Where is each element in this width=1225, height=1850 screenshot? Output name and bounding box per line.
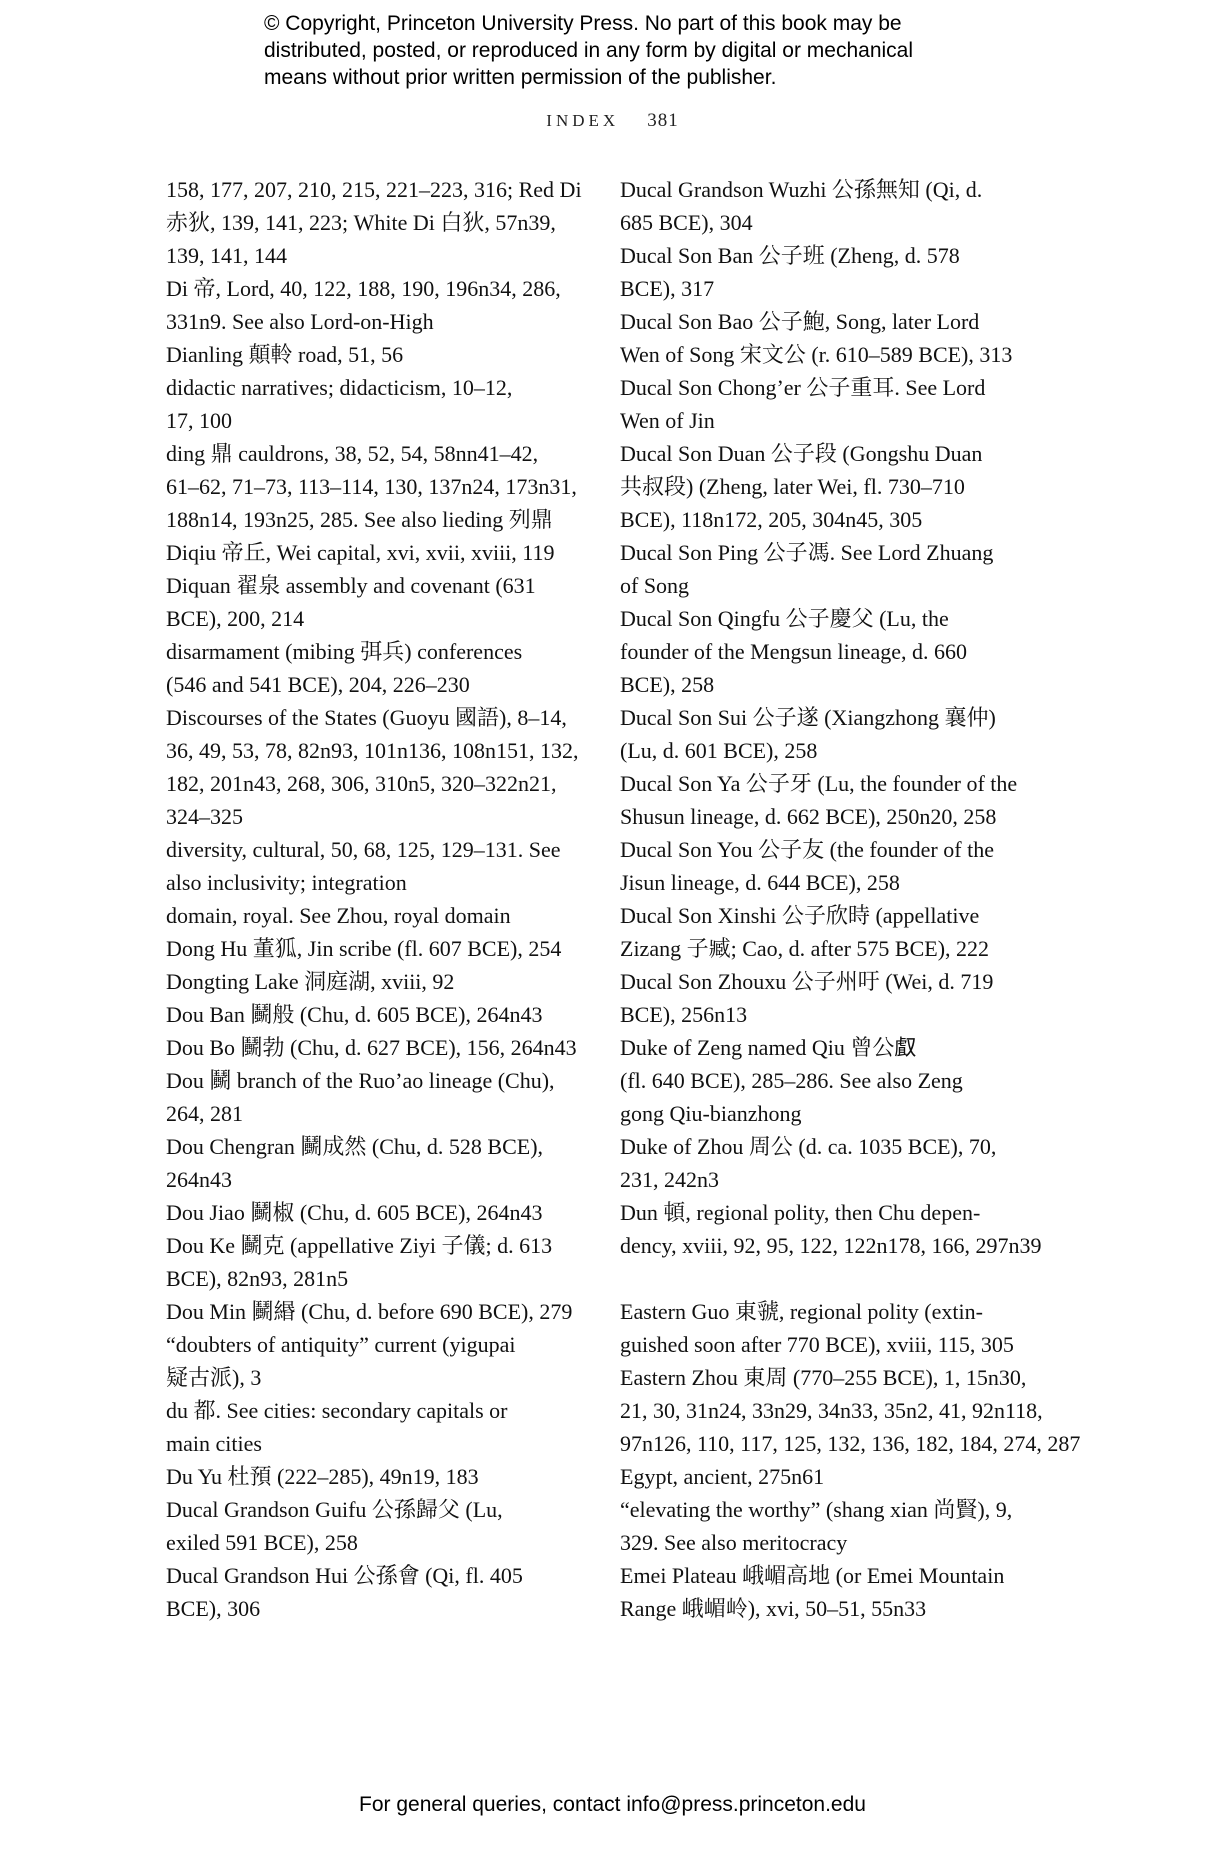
index-entry bbox=[620, 173, 1040, 239]
index-entry-line: Wen of Jin bbox=[620, 408, 715, 433]
index-entry bbox=[166, 569, 596, 635]
index-entry-line: Dou Ban 鬭般 (Chu, d. 605 BCE), 264n43 bbox=[166, 1002, 543, 1027]
index-entry-line: Jisun lineage, d. 644 BCE), 258 bbox=[620, 870, 900, 895]
index-entry-line: Di 帝, Lord, 40, 122, 188, 190, 196n34, 286, bbox=[166, 276, 561, 301]
index-entry-line: founder of the Mengsun lineage, d. 660 bbox=[620, 639, 968, 664]
index-entry bbox=[166, 635, 596, 701]
index-entry bbox=[620, 239, 1040, 305]
index-entry-line: Ducal Grandson Hui 公孫會 (Qi, fl. 405 bbox=[166, 1563, 523, 1588]
index-entry-line: du 都. See cities: secondary capitals or bbox=[166, 1398, 508, 1423]
index-entry-line: Diqiu 帝丘, Wei capital, xvi, xvii, xviii, 119 bbox=[166, 540, 555, 565]
index-entry-line: exiled 591 BCE), 258 bbox=[166, 1530, 358, 1555]
index-entry-line: (Lu, d. 601 BCE), 258 bbox=[620, 738, 818, 763]
index-entry-line: Dou Ke 鬭克 (appellative Ziyi 子儀; d. 613 bbox=[166, 1233, 553, 1258]
index-entry-line: BCE), 317 bbox=[620, 276, 715, 301]
index-entry-line: ding 鼎 cauldrons, 38, 52, 54, 58nn41–42, bbox=[166, 441, 539, 466]
index-entry bbox=[620, 899, 1040, 965]
index-entry-line: 97n126, 110, 117, 125, 132, 136, 182, 184, 274, 287 bbox=[620, 1431, 1081, 1456]
index-entry bbox=[620, 536, 1040, 602]
index-entry-line: Dou Chengran 鬭成然 (Chu, d. 528 BCE), bbox=[166, 1134, 544, 1159]
index-entry-line: (fl. 640 BCE), 285–286. See also Zeng bbox=[620, 1068, 963, 1093]
index-entry-line: Dong Hu 董狐, Jin scribe (fl. 607 BCE), 254 bbox=[166, 936, 562, 961]
index-entry-line: 158, 177, 207, 210, 215, 221–223, 316; Red Di bbox=[166, 177, 582, 202]
index-entry bbox=[166, 1493, 596, 1559]
index-entry bbox=[620, 437, 1040, 536]
index-entry bbox=[166, 1328, 596, 1394]
index-entry-line: Ducal Son Chong’er 公子重耳. See Lord bbox=[620, 375, 986, 400]
index-entry bbox=[166, 1130, 596, 1196]
index-entry-line: Dou Bo 鬭勃 (Chu, d. 627 BCE), 156, 264n43 bbox=[166, 1035, 577, 1060]
index-entry-line: 231, 242n3 bbox=[620, 1167, 719, 1192]
index-entry-line: gong Qiu-bianzhong bbox=[620, 1101, 802, 1126]
index-entry-line: BCE), 118n172, 205, 304n45, 305 bbox=[620, 507, 923, 532]
index-entry bbox=[166, 1460, 596, 1493]
index-entry bbox=[166, 536, 596, 569]
index-entry bbox=[166, 272, 596, 338]
index-entry bbox=[166, 1559, 596, 1625]
index-entry-line: Du Yu 杜預 (222–285), 49n19, 183 bbox=[166, 1464, 479, 1489]
index-entry bbox=[620, 371, 1040, 437]
index-entry-line: Duke of Zeng named Qiu 曾公𠭯 bbox=[620, 1035, 917, 1060]
index-entry-line: “doubters of antiquity” current (yigupai bbox=[166, 1332, 516, 1357]
index-entry-line: Ducal Grandson Wuzhi 公孫無知 (Qi, d. bbox=[620, 177, 983, 202]
index-entry bbox=[620, 1460, 1040, 1493]
index-entry-line: BCE), 258 bbox=[620, 672, 715, 697]
index-entry bbox=[620, 1295, 1040, 1361]
index-entry bbox=[166, 338, 596, 371]
index-entry-line: “elevating the worthy” (shang xian 尚賢), 9, bbox=[620, 1497, 1013, 1522]
page-number: 381 bbox=[647, 110, 679, 131]
index-entry-line: 139, 141, 144 bbox=[166, 243, 287, 268]
index-entry bbox=[620, 1493, 1040, 1559]
index-entry bbox=[620, 602, 1040, 701]
index-entry-line: Ducal Son Duan 公子段 (Gongshu Duan bbox=[620, 441, 983, 466]
index-entry-line: Diquan 翟泉 assembly and covenant (631 bbox=[166, 573, 536, 598]
index-entry-line: BCE), 306 bbox=[166, 1596, 261, 1621]
index-entry-line: Ducal Son Bao 公子鮑, Song, later Lord bbox=[620, 309, 980, 334]
index-entry-line: main cities bbox=[166, 1431, 262, 1456]
index-entry bbox=[166, 1196, 596, 1229]
index-entry-line: 324–325 bbox=[166, 804, 243, 829]
index-entry-line: Ducal Son Ya 公子牙 (Lu, the founder of the bbox=[620, 771, 1018, 796]
copyright-line: distributed, posted, or reproduced in any form by digital or mechanical bbox=[264, 39, 914, 62]
index-entry-line: Ducal Son Qingfu 公子慶父 (Lu, the bbox=[620, 606, 949, 631]
index-entry-line: Ducal Son Ping 公子馮. See Lord Zhuang bbox=[620, 540, 994, 565]
index-entry-line: Eastern Guo 東虢, regional polity (extin- bbox=[620, 1299, 983, 1324]
index-entry bbox=[620, 701, 1040, 767]
index-entry-line: Dou Min 鬭緡 (Chu, d. before 690 BCE), 279 bbox=[166, 1299, 573, 1324]
index-entry-line: Ducal Son Ban 公子班 (Zheng, d. 578 bbox=[620, 243, 960, 268]
index-entry-line: 329. See also meritocracy bbox=[620, 1530, 848, 1555]
index-entry bbox=[620, 965, 1040, 1031]
index-entry-line: Dou Jiao 鬭椒 (Chu, d. 605 BCE), 264n43 bbox=[166, 1200, 543, 1225]
index-entry bbox=[620, 1130, 1040, 1196]
index-entry-line: Shusun lineage, d. 662 BCE), 250n20, 258 bbox=[620, 804, 997, 829]
index-entry bbox=[166, 1394, 596, 1460]
index-entry-line: diversity, cultural, 50, 68, 125, 129–131. See bbox=[166, 837, 561, 862]
index-entry bbox=[620, 1031, 1040, 1130]
index-entry bbox=[166, 932, 596, 965]
index-entry-line: Ducal Son Sui 公子遂 (Xiangzhong 襄仲) bbox=[620, 705, 996, 730]
index-entry-line: guished soon after 770 BCE), xviii, 115, 305 bbox=[620, 1332, 1014, 1357]
index-entry-line: didactic narratives; didacticism, 10–12, bbox=[166, 375, 513, 400]
index-entry-line: 685 BCE), 304 bbox=[620, 210, 753, 235]
index-entry-line: 182, 201n43, 268, 306, 310n5, 320–322n21, bbox=[166, 771, 557, 796]
index-entry-line: also inclusivity; integration bbox=[166, 870, 407, 895]
index-entry bbox=[166, 371, 596, 437]
index-entry-line: 61–62, 71–73, 113–114, 130, 137n24, 173n31, bbox=[166, 474, 577, 499]
index-entry-line: 共叔段) (Zheng, later Wei, fl. 730–710 bbox=[620, 474, 965, 499]
index-column-right bbox=[620, 173, 1081, 1625]
index-entry-line: of Song bbox=[620, 573, 690, 598]
index-entry bbox=[166, 965, 596, 998]
index-entry-line: 疑古派), 3 bbox=[166, 1365, 262, 1390]
index-entry bbox=[620, 1361, 1081, 1460]
index-entry bbox=[166, 1064, 596, 1130]
index-entry bbox=[166, 1229, 596, 1295]
index-entry-line: 17, 100 bbox=[166, 408, 232, 433]
index-entry bbox=[166, 833, 596, 899]
index-entry-line: (546 and 541 BCE), 204, 226–230 bbox=[166, 672, 470, 697]
index-entry-line: Ducal Son Xinshi 公子欣時 (appellative bbox=[620, 903, 980, 928]
index-entry-line: BCE), 256n13 bbox=[620, 1002, 748, 1027]
copyright-notice bbox=[264, 10, 1024, 91]
index-entry bbox=[620, 1196, 1040, 1262]
index-entry-line: Wen of Song 宋文公 (r. 610–589 BCE), 313 bbox=[620, 342, 1013, 367]
index-column-left bbox=[166, 173, 596, 1625]
index-entry-line: 21, 30, 31n24, 33n29, 34n33, 35n2, 41, 92n118, bbox=[620, 1398, 1043, 1423]
index-entry bbox=[166, 437, 596, 536]
index-entry-line: dency, xviii, 92, 95, 122, 122n178, 166, 297n39 bbox=[620, 1233, 1042, 1258]
index-entry-line: domain, royal. See Zhou, royal domain bbox=[166, 903, 511, 928]
index-entry-line: 36, 49, 53, 78, 82n93, 101n136, 108n151, 132, bbox=[166, 738, 579, 763]
index-entry bbox=[620, 305, 1040, 371]
index-entry bbox=[166, 173, 596, 272]
running-head bbox=[0, 110, 1225, 132]
index-entry-line: 264, 281 bbox=[166, 1101, 243, 1126]
index-entry bbox=[166, 998, 596, 1031]
index-entry bbox=[166, 1295, 596, 1328]
index-entry bbox=[620, 1559, 1040, 1625]
index-entry-line: Ducal Son Zhouxu 公子州吁 (Wei, d. 719 bbox=[620, 969, 994, 994]
copyright-line: means without prior written permission of the publisher. bbox=[264, 66, 777, 89]
index-entry-line: Duke of Zhou 周公 (d. ca. 1035 BCE), 70, bbox=[620, 1134, 997, 1159]
copyright-line: © Copyright, Princeton University Press. No part of this book may be bbox=[264, 12, 902, 35]
footer-contact: For general queries, contact info@press.princeton.edu bbox=[359, 1793, 866, 1816]
index-entry-line: Range 峨嵋岭), xvi, 50–51, 55n33 bbox=[620, 1596, 927, 1621]
index-entry-line: 264n43 bbox=[166, 1167, 232, 1192]
index-entry-line: Dun 頓, regional polity, then Chu depen- bbox=[620, 1200, 981, 1225]
index-entry-line: Egypt, ancient, 275n61 bbox=[620, 1464, 825, 1489]
running-head-label: INDEX bbox=[546, 111, 620, 130]
letter-section-break bbox=[620, 1262, 1040, 1295]
index-entry-line: Zizang 子臧; Cao, d. after 575 BCE), 222 bbox=[620, 936, 990, 961]
index-entry-line: 赤狄, 139, 141, 223; White Di 白狄, 57n39, bbox=[166, 210, 556, 235]
index-entry-line: Dou 鬭 branch of the Ruo’ao lineage (Chu), bbox=[166, 1068, 555, 1093]
index-entry-line: Ducal Grandson Guifu 公孫歸父 (Lu, bbox=[166, 1497, 503, 1522]
index-entry bbox=[620, 833, 1040, 899]
index-entry bbox=[166, 899, 596, 932]
index-entry bbox=[620, 767, 1040, 833]
index-entry-line: Eastern Zhou 東周 (770–255 BCE), 1, 15n30, bbox=[620, 1365, 1027, 1390]
index-entry-line: BCE), 200, 214 bbox=[166, 606, 305, 631]
index-entry bbox=[166, 1031, 596, 1064]
index-entry-line: BCE), 82n93, 281n5 bbox=[166, 1266, 349, 1291]
index-entry-line: disarmament (mibing 弭兵) conferences bbox=[166, 639, 523, 664]
index-entry bbox=[166, 701, 596, 833]
index-entry-line: Ducal Son You 公子友 (the founder of the bbox=[620, 837, 994, 862]
index-entry-line: Dongting Lake 洞庭湖, xviii, 92 bbox=[166, 969, 455, 994]
index-entry-line: Dianling 顛軨 road, 51, 56 bbox=[166, 342, 404, 367]
index-entry-line: Discourses of the States (Guoyu 國語), 8–14, bbox=[166, 705, 567, 730]
index-entry-line: Emei Plateau 峨嵋高地 (or Emei Mountain bbox=[620, 1563, 1005, 1588]
index-entry-line: 331n9. See also Lord-on-High bbox=[166, 309, 434, 334]
index-entry-line: 188n14, 193n25, 285. See also lieding 列鼎 bbox=[166, 507, 553, 532]
